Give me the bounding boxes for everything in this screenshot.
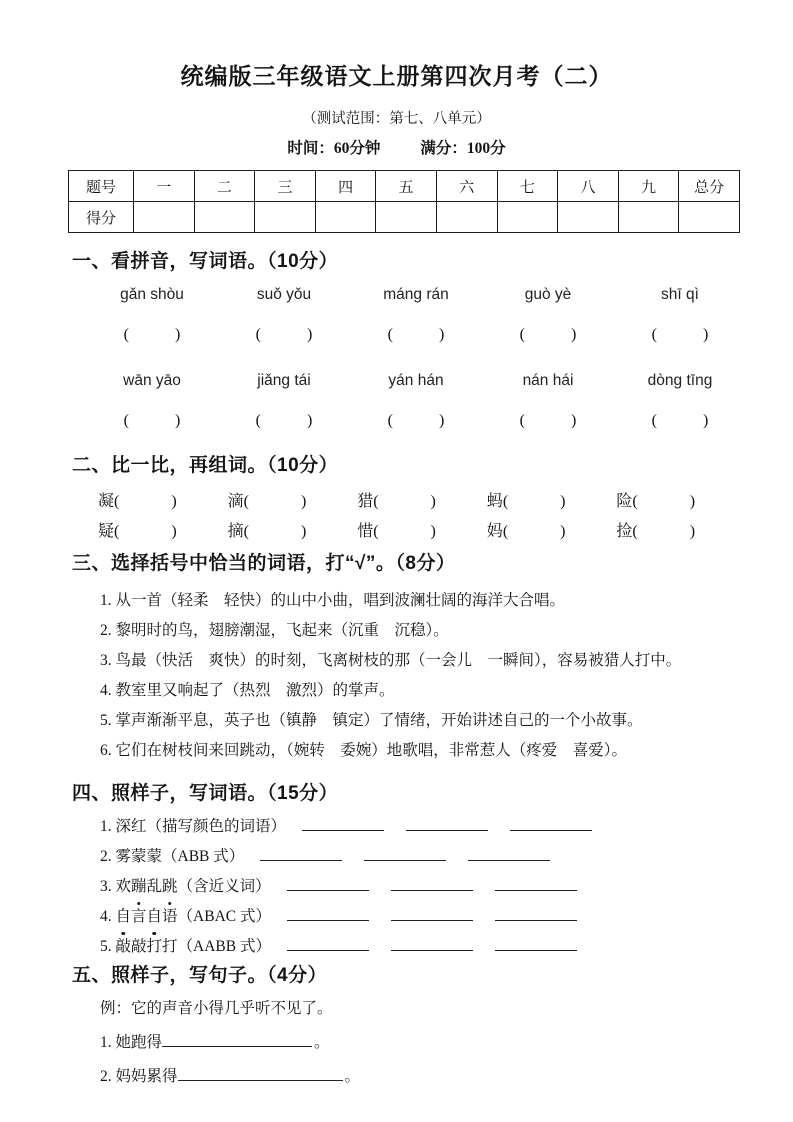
score-entry-cell: [315, 202, 376, 233]
word-choice-item: 6. 它们在树枝间来回跳动，（婉转 委婉）地歌唱，非常惹人（疼爱 喜爱）。: [100, 742, 628, 759]
score-entry-cell: [134, 202, 195, 233]
write-words-items: [100, 812, 603, 962]
answer-blank: [162, 1031, 312, 1047]
answer-blank: [287, 905, 369, 921]
answer-blank: [178, 1065, 343, 1081]
answer-parens: ( ): [651, 326, 709, 343]
compare-word: 妈( ): [486, 523, 566, 540]
score-table-cell-8: 八: [558, 171, 619, 202]
answer-paren-row-1: [86, 326, 746, 344]
score-table-cell-3: 三: [255, 171, 316, 202]
write-words-item-3: 3. 欢蹦乱跳（含近义词）: [100, 872, 603, 902]
answer-parens: ( ): [123, 326, 181, 343]
compare-word: 蚂( ): [486, 493, 566, 510]
word-choice-item: 3. 鸟最（快活 爽快）的时刻，飞离树枝的那（一会儿 一瞬间），容易被猎人打中。: [100, 652, 682, 669]
score-table-cell-7: 七: [497, 171, 558, 202]
write-words-item-1: 1. 深红（描写颜色的词语）: [100, 812, 603, 842]
write-sentences-items: [100, 992, 360, 1094]
time-limit-label: 时间：60分钟: [287, 140, 381, 157]
score-table-cell-2: 二: [194, 171, 255, 202]
section2-heading: 二、比一比，再组词。（10分）: [72, 455, 339, 476]
exam-info-line: [0, 136, 793, 158]
compare-word: 惜( ): [357, 523, 436, 540]
compare-word: 凝( ): [98, 493, 177, 510]
write-sentence-item-1: 1. 她跑得 。: [100, 1026, 360, 1060]
compare-word: 捡( ): [616, 523, 696, 540]
emphasized-char: 蹦: [131, 872, 147, 902]
compare-words-row-2: [98, 518, 746, 541]
score-table: [68, 170, 740, 233]
pinyin-word: nán hái: [522, 372, 574, 389]
score-entry-cell: [376, 202, 437, 233]
answer-blank: [510, 815, 592, 831]
pinyin-word: máng rán: [383, 286, 449, 303]
word-choice-items: [100, 586, 681, 766]
answer-parens: ( ): [387, 326, 445, 343]
compare-word: 猎( ): [357, 493, 436, 510]
pinyin-word: wān yāo: [123, 372, 181, 389]
section5-heading: 五、照样子，写句子。（4分）: [72, 965, 328, 986]
answer-blank: [406, 815, 488, 831]
answer-blank: [391, 935, 473, 951]
page-title: 统编版三年级语文上册第四次月考（二）: [180, 63, 613, 89]
pinyin-word: guò yè: [524, 286, 572, 303]
pinyin-row-2: [86, 372, 746, 390]
pinyin-word: jiǎng tái: [257, 372, 311, 389]
write-sentence-item-2: 2. 妈妈累得 。: [100, 1060, 360, 1094]
score-table-cell-question-no: 题号: [69, 171, 134, 202]
emphasized-char: 自: [147, 902, 163, 932]
score-table-cell-1: 一: [134, 171, 195, 202]
emphasized-char: 跳: [162, 872, 178, 902]
section1-heading: 一、看拼音，写词语。（10分）: [72, 251, 339, 272]
write-words-item-5: 5. 敲敲打打（AABB 式）: [100, 932, 603, 962]
answer-blank: [468, 845, 550, 861]
answer-blank: [302, 815, 384, 831]
score-entry-cell: [618, 202, 679, 233]
section4-heading: 四、照样子，写词语。（15分）: [72, 783, 339, 804]
word-choice-item: 4. 教室里又响起了（热烈 激烈）的掌声。: [100, 682, 395, 699]
example-sentence: 例：它的声音小得几乎听不见了。: [100, 1000, 333, 1017]
score-table-cell-5: 五: [376, 171, 437, 202]
pinyin-row-1: [86, 286, 746, 304]
pinyin-word: gǎn shòu: [120, 286, 184, 303]
score-entry-cell: [255, 202, 316, 233]
answer-blank: [364, 845, 446, 861]
score-table-cell-6: 六: [436, 171, 497, 202]
compare-word: 疑( ): [98, 523, 177, 540]
score-entry-cell: [194, 202, 255, 233]
full-score-label: 满分：100分: [420, 140, 506, 157]
score-table-header-row: [69, 171, 740, 202]
compare-word: 险( ): [616, 493, 696, 510]
answer-blank: [391, 875, 473, 891]
emphasized-char: 自: [116, 902, 132, 932]
compare-word: 摘( ): [227, 523, 307, 540]
word-choice-item: 2. 黎明时的鸟，翅膀潮湿，飞起来（沉重 沉稳）。: [100, 622, 449, 639]
answer-parens: ( ): [651, 412, 709, 429]
score-row-label: 得分: [69, 202, 134, 233]
answer-blank: [287, 875, 369, 891]
answer-parens: ( ): [255, 412, 313, 429]
test-scope-subtitle: （测试范围：第七、八单元）: [302, 111, 491, 127]
compare-word: 滴( ): [227, 493, 307, 510]
score-entry-cell: [558, 202, 619, 233]
answer-parens: ( ): [519, 412, 577, 429]
answer-parens: ( ): [519, 326, 577, 343]
score-entry-cell: [679, 202, 740, 233]
answer-parens: ( ): [387, 412, 445, 429]
pinyin-word: shī qì: [661, 286, 699, 303]
compare-words-row-1: [98, 488, 746, 511]
score-table-score-row: [69, 202, 740, 233]
score-table-cell-9: 九: [618, 171, 679, 202]
word-choice-item: 5. 掌声渐渐平息，英子也（镇静 镇定）了情绪，开始讲述自己的一个小故事。: [100, 712, 643, 729]
word-choice-item: 1. 从一首（轻柔 轻快）的山中小曲，唱到波澜壮阔的海洋大合唱。: [100, 592, 566, 609]
answer-blank: [495, 875, 577, 891]
answer-paren-row-2: [86, 412, 746, 430]
score-table-cell-4: 四: [315, 171, 376, 202]
pinyin-word: suǒ yǒu: [256, 286, 312, 303]
answer-blank: [495, 905, 577, 921]
pinyin-word: dòng tīng: [647, 372, 713, 389]
answer-blank: [260, 845, 342, 861]
write-words-item-2: 2. 雾蒙蒙（ABB 式）: [100, 842, 603, 872]
score-entry-cell: [497, 202, 558, 233]
answer-blank: [287, 935, 369, 951]
pinyin-word: yán hán: [388, 372, 444, 389]
answer-blank: [391, 905, 473, 921]
answer-parens: ( ): [255, 326, 313, 343]
answer-parens: ( ): [123, 412, 181, 429]
write-words-item-4: 4. 自言自语（ABAC 式）: [100, 902, 603, 932]
section3-heading: 三、选择括号中恰当的词语，打“√”。（8分）: [72, 553, 456, 574]
answer-blank: [495, 935, 577, 951]
score-table-cell-total: 总分: [679, 171, 740, 202]
score-entry-cell: [436, 202, 497, 233]
